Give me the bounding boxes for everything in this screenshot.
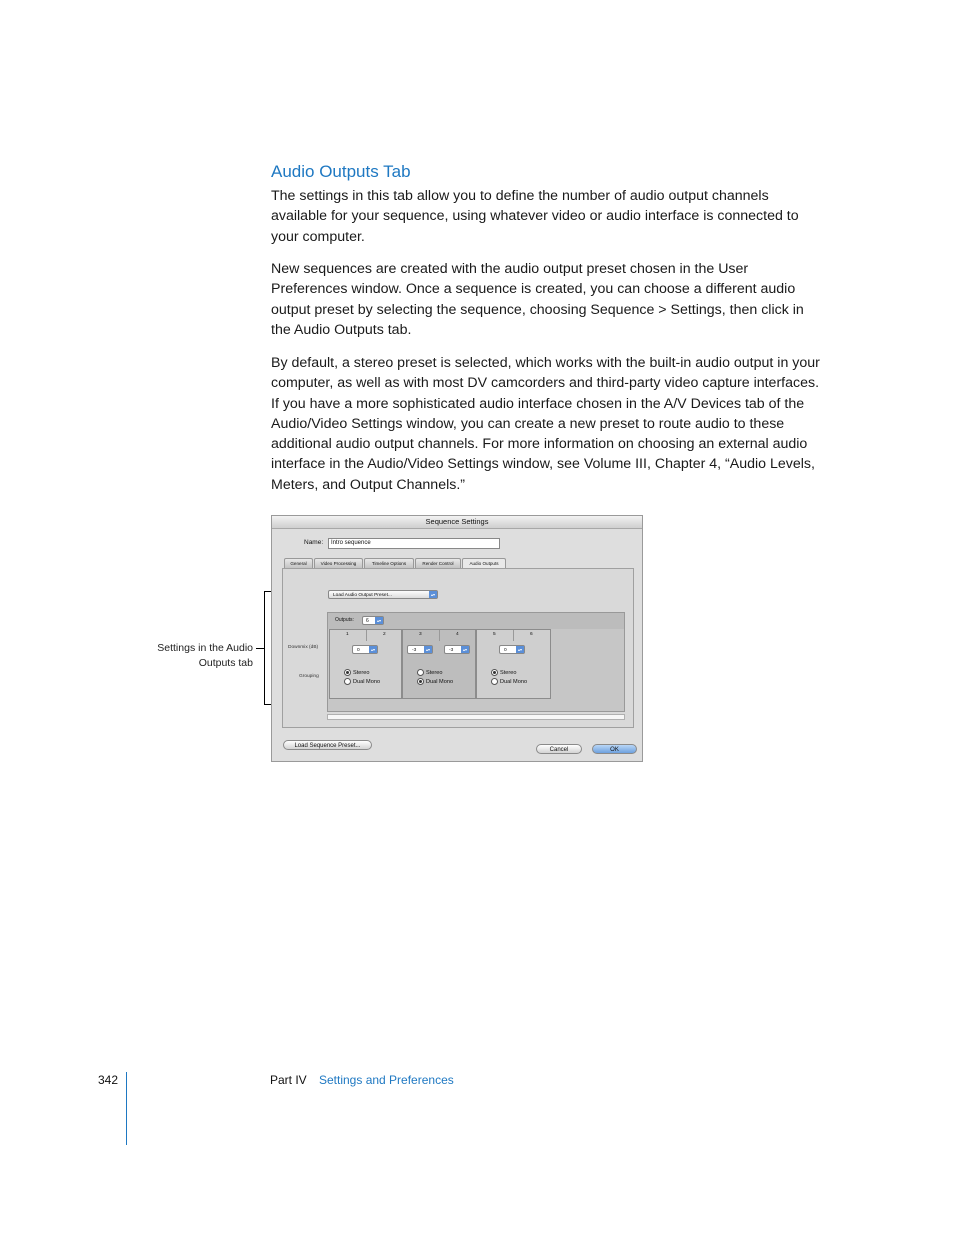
footer-rule [126,1072,127,1145]
outputs-label: Outputs: [335,617,354,623]
radio-selected-icon [417,678,424,685]
option-label: Dual Mono [353,679,381,685]
grouping-dual-mono-option[interactable] [417,678,453,686]
popup-arrows-icon: ▴▾ [376,618,381,623]
radio-icon [344,678,351,685]
page-number: 342 [98,1073,119,1087]
load-audio-output-preset-label: Load Audio Output Preset... [333,593,392,598]
channel-number: 6 [530,632,533,637]
channel-divider [439,630,440,641]
grouping-stereo-option[interactable] [417,669,442,677]
footer-part-title: Settings and Preferences [319,1073,454,1087]
channel-number: 5 [493,632,496,637]
dialog-title: Sequence Settings [272,516,642,529]
downmix-value: 0 [504,648,507,653]
downmix-value: -3 [449,648,454,653]
stepper-icon: ▴▾ [370,647,375,652]
downmix-label: Downmix (dB) [288,645,319,650]
channel-group-3-4 [402,629,476,699]
sequence-settings-dialog [271,515,643,762]
grouping-label: Grouping [299,674,319,679]
tab-general[interactable]: General [284,558,313,568]
body-paragraph-1: The settings in this tab allow you to define the number of audio output channels available for your sequence, using whatever video or audio interface is connected to your computer. [271,188,799,245]
radio-selected-icon [344,669,351,676]
popup-arrows-icon: ▴▾ [430,592,435,597]
load-sequence-preset-button[interactable]: Load Sequence Preset... [283,740,372,750]
channel-group-1-2 [329,629,402,699]
callout-bracket [264,591,265,705]
channel-number: 2 [383,632,386,637]
tab-audio-outputs[interactable]: Audio Outputs [462,558,506,568]
channel-number: 1 [346,632,349,637]
body-paragraph-2: New sequences are created with the audio output preset chosen in the User Preferences window. Once a sequence is created, you can choose a different audio output preset by selecting the sequence, choosing Sequence > Settings, then click in the Audio Outputs tab. [271,261,804,338]
option-label: Dual Mono [426,679,454,685]
tab-timeline-options[interactable]: Timeline Options [364,558,414,568]
stepper-icon: ▴▾ [517,647,522,652]
downmix-value: -3 [412,648,417,653]
tab-render-control[interactable]: Render Control [415,558,461,568]
downmix-field[interactable] [352,645,378,654]
channel-number: 3 [419,632,422,637]
stepper-icon: ▴▾ [462,647,467,652]
cancel-button[interactable]: Cancel [536,744,582,754]
figure-callout: Settings in the Audio Outputs tab [157,642,253,669]
downmix-field[interactable] [407,645,433,654]
channel-group-5-6 [476,629,551,699]
name-label: Name: [304,539,324,546]
channel-number: 4 [456,632,459,637]
downmix-field[interactable] [499,645,525,654]
radio-selected-icon [491,669,498,676]
load-audio-output-preset-popup[interactable] [328,590,438,599]
outputs-count-popup[interactable] [362,616,384,625]
grouping-stereo-option[interactable] [491,669,516,677]
radio-icon [491,678,498,685]
horizontal-scrollbar[interactable] [327,714,625,720]
tab-video-processing[interactable]: Video Processing [314,558,363,568]
channel-divider [513,630,514,641]
channel-divider [366,630,367,641]
footer-part: Part IV [270,1073,307,1087]
downmix-field[interactable] [444,645,470,654]
option-label: Stereo [500,670,517,676]
output-channel-grid [288,612,625,712]
radio-icon [417,669,424,676]
audio-outputs-panel [282,568,634,728]
grouping-stereo-option[interactable] [344,669,369,677]
option-label: Dual Mono [500,679,528,685]
grouping-dual-mono-option[interactable] [491,678,527,686]
option-label: Stereo [353,670,370,676]
grouping-dual-mono-option[interactable] [344,678,380,686]
stepper-icon: ▴▾ [425,647,430,652]
sequence-name-field[interactable]: Intro sequence [328,538,500,549]
outputs-count-value: 6 [366,618,369,624]
ok-button[interactable]: OK [592,744,637,754]
section-heading: Audio Outputs Tab [271,162,411,181]
downmix-value: 0 [357,648,360,653]
outputs-row [328,613,624,629]
option-label: Stereo [426,670,443,676]
body-paragraph-3: By default, a stereo preset is selected, which works with the built-in audio output in your computer, as well as with most DV camcorders and third-party video capture interfaces. If you have a more sophisticated audio interface chosen in the A/V Devices tab of the Audio/Video Settings window, you can create a new preset to route audio to these additional audio output channels. For more information on choosing an external audio interface in the Audio/Video Settings window, see Volume III, Chapter 4, “Audio Levels, Meters, and Output Channels.” [271,355,820,493]
